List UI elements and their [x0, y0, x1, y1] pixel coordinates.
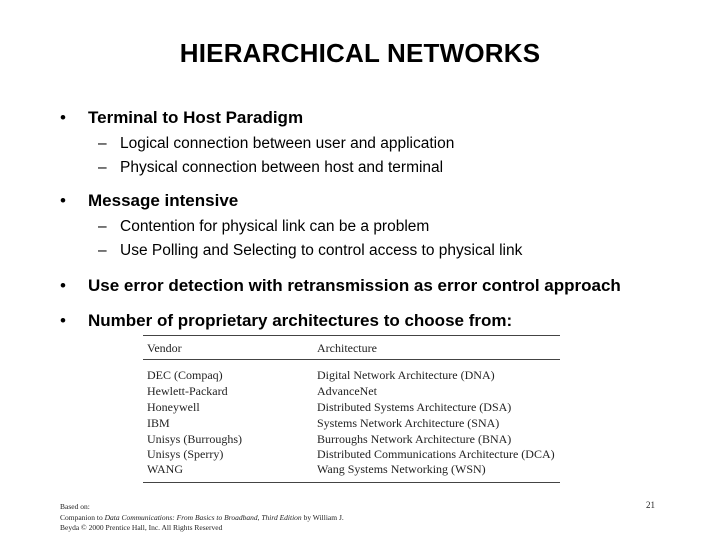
architecture-cell: AdvanceNet	[317, 384, 377, 398]
footer-book-title: Data Communications: From Basics to Broadband, Third Edition	[104, 512, 302, 522]
vendor-cell: IBM	[147, 416, 170, 430]
footer-citation	[60, 502, 344, 534]
vendor-cell: Unisys (Sperry)	[147, 447, 224, 461]
bullet-text: Number of proprietary architectures to choose from:	[88, 311, 513, 330]
footer-line-1: Based on:	[60, 502, 90, 511]
footer-line-2-prefix: Companion to	[60, 512, 105, 522]
architecture-cell: Systems Network Architecture (SNA)	[317, 416, 500, 430]
bullet-marker: •	[60, 108, 66, 127]
slide-title: HIERARCHICAL NETWORKS	[179, 38, 541, 68]
vendor-cell: DEC (Compaq)	[147, 368, 223, 382]
vendor-cell: Hewlett-Packard	[147, 384, 228, 398]
vendor-cell: Unisys (Burroughs)	[147, 432, 242, 446]
table-header-rule	[143, 359, 560, 360]
table-row	[147, 416, 560, 429]
sub-bullet-text: Physical connection between host and terminal	[120, 159, 444, 176]
sub-bullet-marker: –	[98, 242, 107, 259]
table-row	[147, 462, 560, 475]
sub-bullet-text: Logical connection between user and application	[120, 135, 455, 152]
architecture-cell: Distributed Systems Architecture (DSA)	[317, 400, 512, 414]
page-number: 21	[646, 500, 655, 510]
vendor-cell: Honeywell	[147, 400, 200, 414]
bullet-marker: •	[60, 311, 66, 330]
sub-bullet-text: Use Polling and Selecting to control access to physical link	[120, 242, 523, 259]
table-top-rule	[143, 335, 560, 336]
sub-bullet-marker: –	[98, 159, 107, 176]
bullet-text: Message intensive	[88, 191, 239, 210]
architecture-table	[143, 331, 560, 483]
footer-line-2-suffix: by William J.	[301, 512, 344, 522]
sub-bullet-marker: –	[98, 218, 107, 235]
table-row	[147, 400, 560, 413]
header-architecture: Architecture	[317, 341, 377, 355]
table-bottom-rule	[143, 482, 560, 483]
vendor-cell: WANG	[147, 462, 183, 476]
header-vendor: Vendor	[147, 341, 182, 355]
sub-bullet-text: Contention for physical link can be a problem	[120, 218, 430, 235]
table-row	[147, 432, 560, 445]
table-row	[147, 447, 560, 460]
table-row	[147, 368, 560, 381]
table-header-row	[147, 341, 560, 354]
bullet-text: Use error detection with retransmission as error control approach	[88, 276, 621, 295]
architecture-cell: Digital Network Architecture (DNA)	[317, 368, 495, 382]
architecture-cell: Distributed Communications Architecture (DCA)	[317, 447, 555, 461]
architecture-cell: Wang Systems Networking (WSN)	[317, 462, 486, 476]
sub-bullet-marker: –	[98, 135, 107, 152]
bullet-text: Terminal to Host Paradigm	[88, 108, 304, 127]
footer-line-2	[60, 513, 344, 524]
footer-line-3: Beyda © 2000 Prentice Hall, Inc. All Rights Reserved	[60, 523, 223, 532]
architecture-cell: Burroughs Network Architecture (BNA)	[317, 432, 512, 446]
bullet-marker: •	[60, 276, 66, 295]
bullet-marker: •	[60, 191, 66, 210]
table-row	[147, 384, 560, 397]
